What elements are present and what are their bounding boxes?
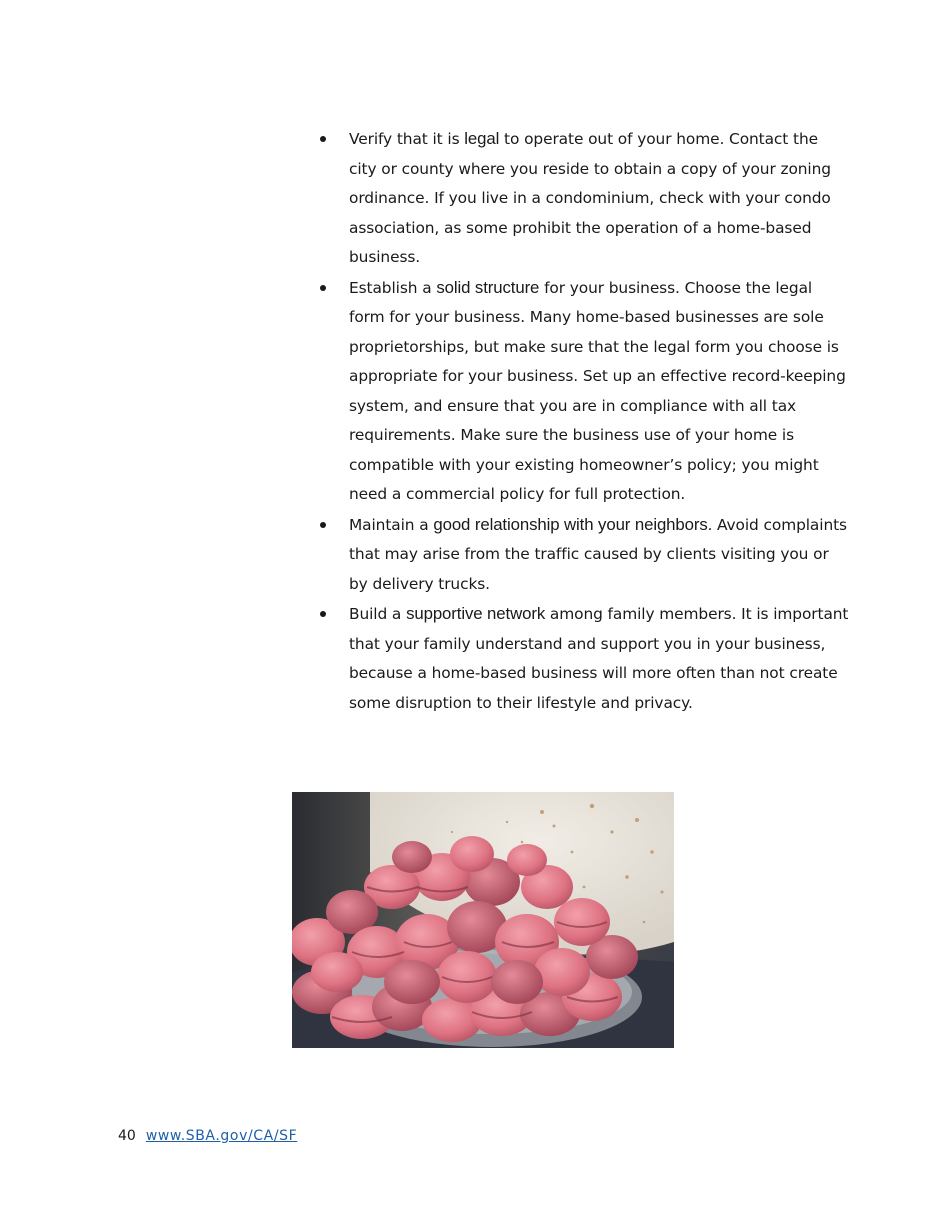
bullet-text: to operate out of your home. Contact the city or county where you reside to obtain a copy of your zoning ordinance. If you live in a condominium, check with your condo association, as some prohibit the operation of a home-based business. [349, 130, 831, 266]
sba-website-link[interactable]: www.SBA.gov/CA/SF [145, 1128, 298, 1144]
list-item [320, 124, 850, 273]
bullet-keyword: supportive network [406, 604, 546, 623]
bullet-lead: Verify that it is [349, 130, 465, 148]
bullet-text: for your business. Choose the legal form for your business. Many home-based businesses are sole proprietorships, but make sure that the legal form you choose is appropriate for your business. Set up an effective record-keeping system, and ensure that you are in compliance with all tax requirements. Make sure the business use of your home is compatible with your existing homeowner’s policy; you might need a commercial policy for full protection. [349, 278, 846, 503]
page-footer [118, 1126, 297, 1146]
bullet-icon [320, 136, 326, 142]
bullet-text: Avoid complaints that may arise from the traffic caused by clients visiting you or by delivery trucks. [349, 515, 847, 593]
bullet-keyword: solid structure [436, 277, 540, 297]
bullet-icon [320, 285, 326, 291]
bullet-lead: Establish a [349, 278, 437, 297]
list-item [320, 510, 850, 600]
list-item [320, 273, 850, 510]
page-number: 40 [118, 1128, 136, 1144]
list-item [320, 599, 850, 718]
bullet-lead: Maintain a [349, 515, 434, 534]
bullet-lead: Build a [349, 605, 407, 623]
macarons-photo [292, 792, 674, 1048]
bullet-icon [320, 522, 326, 528]
home-business-tips-list [320, 124, 850, 718]
bullet-keyword: good relationship with your neighbors. [433, 514, 713, 534]
bullet-keyword: legal [464, 129, 500, 148]
bullet-text: among family members. It is important that your family understand and support you in your business, because a home-based business will more often than not create some disruption to their lifestyle and privacy. [349, 605, 849, 712]
bullet-icon [320, 611, 326, 617]
